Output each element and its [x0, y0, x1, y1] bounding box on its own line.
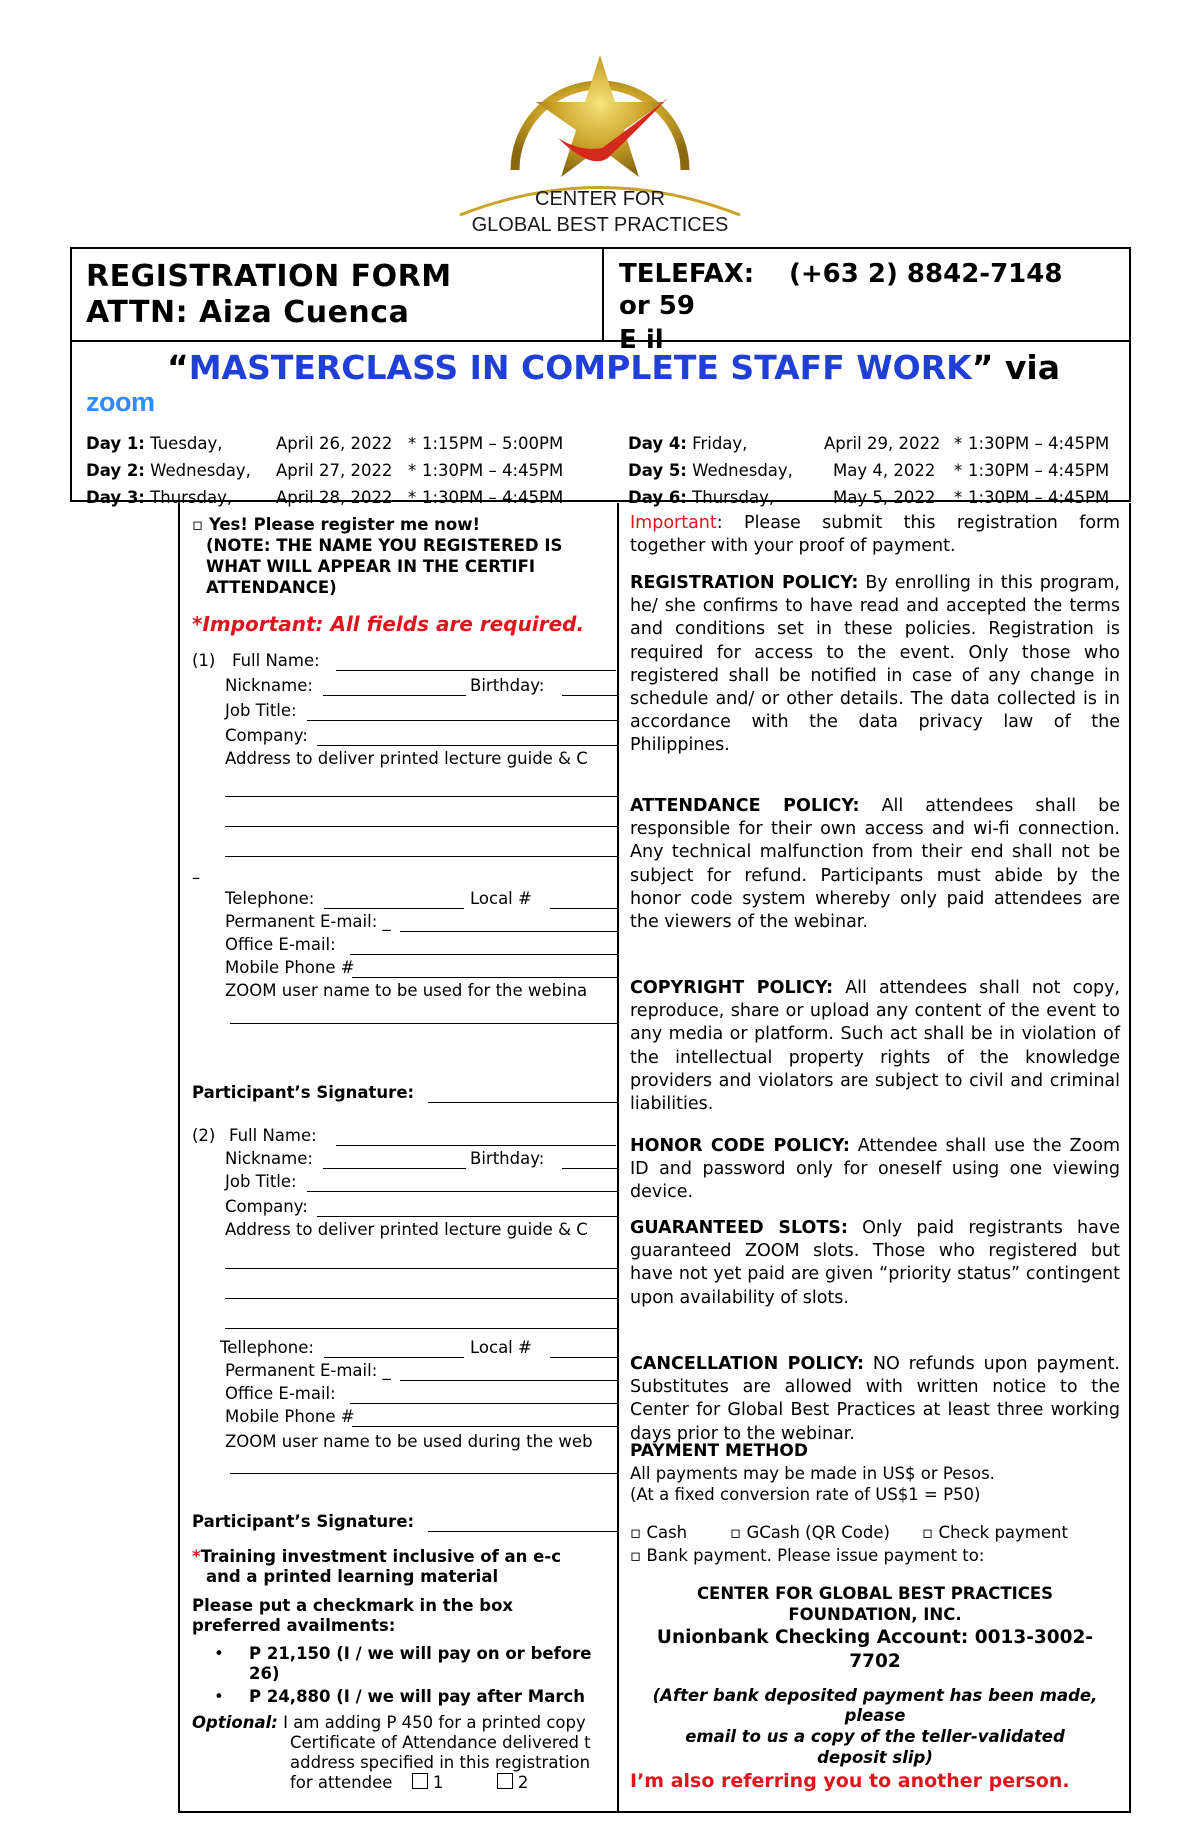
deposit-instruction: (After bank deposited payment has been made,	[652, 1686, 1098, 1705]
close-quote: ”	[971, 348, 994, 387]
note-line: (NOTE: THE NAME YOU REGISTERED IS	[206, 536, 563, 555]
yes-register-label: Yes! Please register me now!	[208, 515, 481, 534]
day-row: Day 2: Wednesday, April 27, 2022 * 1:30PM – 4:45PM	[86, 461, 564, 480]
deposit-instruction: email to us a copy of the teller-validated	[685, 1727, 1065, 1746]
telefax-continued: or 59	[619, 291, 695, 321]
optional-line: for attendee 1 2	[290, 1773, 529, 1792]
address-label: Address to deliver printed lecture guide & C	[225, 749, 588, 768]
birthday-label: Birthday:	[470, 1149, 545, 1168]
nickname-label: Nickname:	[225, 1149, 313, 1168]
deposit-instruction: deposit slip)	[817, 1748, 933, 1767]
optional-line: Optional: I am adding P 450 for a printed copy	[192, 1713, 586, 1732]
nickname-label: Nickname:	[225, 676, 313, 695]
day-row: Day 6: Thursday, May 5, 2022 * 1:30PM – 4:45PM	[628, 488, 1110, 507]
office-email-field[interactable]	[350, 1403, 617, 1404]
logo-line2: GLOBAL BEST PRACTICES	[471, 214, 729, 236]
checkbox-icon[interactable]: ▫	[192, 515, 204, 534]
signature-label: Participant’s Signature:	[192, 1083, 415, 1102]
address-field[interactable]	[225, 1268, 617, 1269]
bullet-icon: •	[214, 1644, 224, 1663]
check-option[interactable]: ▫ Check payment	[922, 1523, 1068, 1542]
address-field[interactable]	[225, 1328, 617, 1329]
header-box	[70, 247, 1131, 355]
register-checkbox-row[interactable]	[192, 515, 480, 534]
open-quote: “	[167, 348, 189, 387]
gcash-option[interactable]: ▫ GCash (QR Code)	[730, 1523, 890, 1542]
permanent-email-label: Permanent E-mail: _	[225, 1361, 391, 1380]
participant-number: (2)	[192, 1126, 216, 1145]
via-text: via	[993, 348, 1060, 387]
price-option-cont: 26)	[249, 1664, 280, 1683]
registration-column	[192, 503, 613, 1808]
address-field[interactable]	[225, 856, 617, 857]
copyright-policy: COPYRIGHT POLICY: All attendees shall not copy, reproduce, share or upload any content of the event to any media or platform. Such act shall be in violation of the intellectual property rights of the knowledge providers and violators are subject to civil and criminal liabilities.	[630, 978, 1120, 1115]
cancellation-policy: CANCELLATION POLICY: NO refunds upon payment. Substitutes are allowed with written notice to the Center for Global Best Practices at least three working days prior to the webinar.	[630, 1354, 1121, 1444]
zoom-username-label: ZOOM user name to be used for the webina	[225, 981, 588, 1000]
checkmark-instruction: Please put a checkmark in the box	[192, 1596, 514, 1615]
birthday-field[interactable]	[562, 695, 617, 696]
cash-option[interactable]: ▫ Cash	[630, 1523, 688, 1542]
zoom-logo: zoom	[86, 387, 155, 417]
deposit-instruction: please	[844, 1706, 906, 1725]
honor-code-policy: HONOR CODE POLICY: Attendee shall use the Zoom ID and password only for oneself using one viewing device.	[630, 1136, 1120, 1203]
permanent-email-label: Permanent E-mail: _	[225, 912, 391, 931]
policies-column	[630, 503, 1120, 1808]
local-field[interactable]	[550, 1357, 617, 1358]
address-field[interactable]	[225, 1298, 617, 1299]
company-field[interactable]	[317, 1216, 617, 1217]
telephone-field[interactable]	[324, 1357, 464, 1358]
guaranteed-slots-policy: GUARANTEED SLOTS: Only paid registrants have guaranteed ZOOM slots. Those who registered but have not yet paid are given “priority status” contingent upon availability of slots.	[630, 1218, 1120, 1308]
permanent-email-field[interactable]	[400, 931, 617, 932]
payment-note: (At a fixed conversion rate of US$1 = P50)	[630, 1485, 981, 1504]
important-note: Important: Please submit this registration form together with your proof of payment.	[630, 513, 1120, 557]
event-title	[167, 348, 1060, 387]
form-title: REGISTRATION FORM	[86, 259, 452, 294]
cgbp-logo	[440, 20, 760, 245]
header-divider	[602, 249, 604, 342]
address-label: Address to deliver printed lecture guide & C	[225, 1220, 588, 1239]
bank-account-number: 7702	[849, 1651, 901, 1672]
mobile-field[interactable]	[352, 977, 617, 978]
telefax-label: TELEFAX:	[619, 259, 755, 289]
attendee-checkbox[interactable]	[412, 1773, 428, 1789]
birthday-field[interactable]	[562, 1168, 617, 1169]
zoom-username-label: ZOOM user name to be used during the web	[225, 1432, 593, 1451]
optional-line: Certificate of Attendance delivered t	[290, 1733, 591, 1752]
header-cut-text: E il	[619, 325, 664, 355]
address-field[interactable]	[225, 796, 617, 797]
telephone-field[interactable]	[324, 908, 464, 909]
local-label: Local #	[470, 1338, 532, 1357]
signature-field[interactable]	[428, 1102, 617, 1103]
mobile-label: Mobile Phone #	[225, 1407, 355, 1426]
mobile-field[interactable]	[352, 1426, 617, 1427]
job-title-field[interactable]	[307, 720, 617, 721]
telephone-label: Telephone:	[225, 889, 315, 908]
day-row: Day 5: Wednesday, May 4, 2022 * 1:30PM – 4:45PM	[628, 461, 1110, 480]
job-title-label: Job Title:	[225, 701, 297, 720]
column-divider	[617, 503, 619, 1811]
full-name-label: Full Name:	[229, 1126, 317, 1145]
mobile-label: Mobile Phone #	[225, 958, 355, 977]
star-swoosh-logo-icon	[440, 20, 760, 245]
dash-mark: –	[192, 868, 201, 887]
birthday-label: Birthday:	[470, 676, 545, 695]
attn-line: ATTN: Aiza Cuenca	[86, 295, 410, 330]
company-label: Company:	[225, 726, 308, 745]
telephone-label: Tellephone:	[220, 1338, 314, 1357]
bank-option[interactable]: ▫ Bank payment. Please issue payment to:	[630, 1546, 985, 1565]
zoom-username-field[interactable]	[230, 1023, 617, 1024]
price-option[interactable]: P 24,880 (I / we will pay after March	[249, 1687, 586, 1706]
day-row: Day 1: Tuesday, April 26, 2022 * 1:15PM – 5:00PM	[86, 434, 564, 453]
attendance-policy: ATTENDANCE POLICY: All attendees shall be responsible for their own access and wi-fi connection. Any technical malfunction from their end shall not be subject for refund. Participants must abide by the honor code system whereby only paid attendees are the viewers of the webinar.	[630, 796, 1120, 933]
bullet-icon: •	[214, 1687, 224, 1706]
signature-label: Participant’s Signature:	[192, 1512, 415, 1531]
office-email-label: Office E-mail:	[225, 1384, 336, 1403]
zoom-username-field[interactable]	[230, 1473, 617, 1474]
participant-number: (1)	[192, 651, 216, 670]
event-title-box	[70, 340, 1131, 507]
note-line: ATTENDANCE)	[206, 578, 337, 597]
job-title-label: Job Title:	[225, 1172, 297, 1191]
day-row: Day 3: Thursday, April 28, 2022 * 1:30PM – 4:45PM	[86, 488, 564, 507]
permanent-email-field[interactable]	[400, 1380, 617, 1381]
training-investment-line: *Training investment inclusive of an e-c	[192, 1547, 561, 1566]
payment-options-row	[630, 1521, 1120, 1544]
office-email-field[interactable]	[350, 954, 617, 955]
bank-account-name: CENTER FOR GLOBAL BEST PRACTICES	[696, 1584, 1054, 1603]
local-label: Local #	[470, 889, 532, 908]
checkmark-instruction: preferred availments:	[192, 1616, 396, 1635]
payment-method-title: PAYMENT METHOD	[630, 1441, 808, 1461]
optional-line: address specified in this registration	[290, 1753, 591, 1772]
event-title-text: MASTERCLASS IN COMPLETE STAFF WORK	[188, 348, 972, 387]
nickname-field[interactable]	[323, 1168, 466, 1169]
nickname-field[interactable]	[323, 695, 466, 696]
telefax-value: (+63 2) 8842-7148	[789, 259, 1063, 289]
address-field[interactable]	[225, 826, 617, 827]
logo-line1: CENTER FOR	[535, 188, 665, 210]
bank-account-number: Unionbank Checking Account: 0013-3002-	[656, 1627, 1094, 1648]
full-name-field[interactable]	[336, 670, 616, 671]
note-line: WHAT WILL APPEAR IN THE CERTIFI	[206, 557, 535, 576]
full-name-field[interactable]	[336, 1145, 616, 1146]
bank-account-name: FOUNDATION, INC.	[788, 1605, 962, 1624]
full-name-label: Full Name:	[232, 651, 320, 670]
signature-field[interactable]	[428, 1531, 617, 1532]
office-email-label: Office E-mail:	[225, 935, 336, 954]
registration-policy: REGISTRATION POLICY: By enrolling in this program, he/ she confirms to have read and accepted the terms and conditions set in these policies. Registration is required for access to the event. Only those who registered shall be notified in case of any change in schedule and/ or other details. The data collected is in accordance with the data privacy law of the Philippines.	[630, 573, 1120, 756]
referral-line: I’m also referring you to another person.	[630, 1770, 1070, 1792]
day-row: Day 4: Friday, April 29, 2022 * 1:30PM – 4:45PM	[628, 434, 1110, 453]
training-investment-line: and a printed learning material	[206, 1567, 499, 1586]
price-option[interactable]: P 21,150 (I / we will pay on or before	[249, 1644, 592, 1663]
job-title-field[interactable]	[307, 1191, 617, 1192]
company-field[interactable]	[317, 745, 617, 746]
attendee-checkbox[interactable]	[497, 1773, 513, 1789]
payment-note: All payments may be made in US$ or Pesos.	[630, 1464, 995, 1483]
company-label: Company:	[225, 1197, 308, 1216]
important-required: *Important: All fields are required.	[192, 612, 585, 636]
local-field[interactable]	[550, 908, 617, 909]
